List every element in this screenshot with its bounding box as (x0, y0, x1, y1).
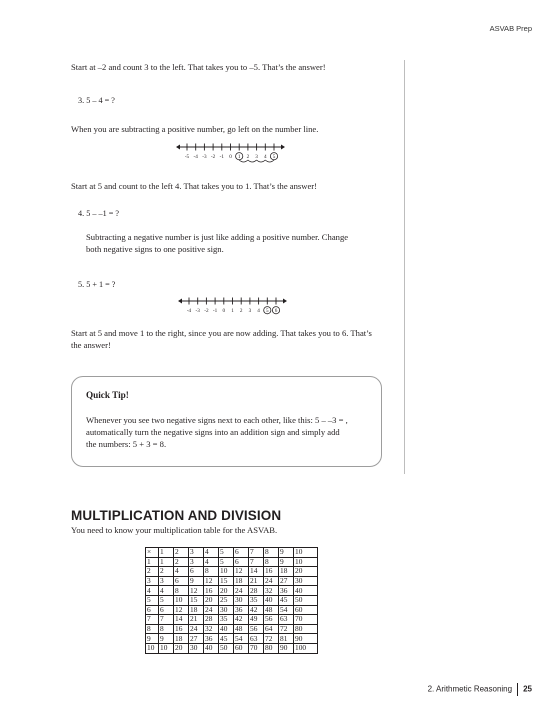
table-cell: 32 (264, 586, 279, 596)
table-cell: 4 (146, 586, 159, 596)
table-cell: 10 (159, 643, 174, 653)
number-line-label: 4 (257, 308, 260, 314)
table-cell: 20 (294, 567, 318, 577)
table-cell: 28 (249, 586, 264, 596)
number-line-label: -5 (184, 154, 190, 160)
table-cell: 2 (174, 548, 189, 558)
table-cell: 49 (249, 615, 264, 625)
table-cell: 14 (249, 567, 264, 577)
table-cell: 28 (204, 615, 219, 625)
table-cell: 72 (279, 624, 294, 634)
arrow-right-icon (283, 299, 287, 304)
table-cell: 1 (146, 557, 159, 567)
table-cell: 10 (146, 643, 159, 653)
table-cell: 4 (204, 557, 219, 567)
table-cell: 36 (204, 634, 219, 644)
table-cell: 40 (264, 595, 279, 605)
number-line-1 (176, 140, 286, 166)
table-row (146, 576, 318, 586)
table-cell: 1 (159, 557, 174, 567)
table-cell: 9 (279, 548, 294, 558)
number-line-label: 2 (246, 154, 250, 160)
table-cell: 18 (279, 567, 294, 577)
table-cell: 90 (279, 643, 294, 653)
table-cell: 4 (159, 586, 174, 596)
table-cell: 3 (189, 548, 204, 558)
running-header: ASVAB Prep (489, 24, 532, 33)
table-cell: 50 (294, 595, 318, 605)
number-line-2 (178, 294, 288, 318)
table-cell: 7 (146, 615, 159, 625)
table-cell: 21 (249, 576, 264, 586)
table-cell: 24 (204, 605, 219, 615)
number-line-label: -1 (212, 308, 218, 314)
table-row (146, 605, 318, 615)
footer-divider (517, 683, 518, 696)
table-cell: 100 (294, 643, 318, 653)
margin-rule (404, 60, 405, 474)
section-intro: You need to know your multiplication table for the ASVAB. (71, 525, 278, 535)
table-cell: 56 (264, 615, 279, 625)
number-line-label: 3 (255, 154, 258, 160)
paragraph-subtract-negative-line1: Subtracting a negative number is just like adding a positive number. Change (86, 232, 349, 242)
table-cell: 63 (279, 615, 294, 625)
table-cell: 12 (234, 567, 249, 577)
number-line-hop (239, 160, 248, 162)
table-cell: 16 (174, 624, 189, 634)
number-line-label: -2 (204, 308, 209, 314)
table-cell: 42 (234, 615, 249, 625)
table-cell: 9 (189, 576, 204, 586)
table-cell: 3 (146, 576, 159, 586)
table-cell: 70 (249, 643, 264, 653)
table-cell: 80 (294, 624, 318, 634)
table-cell: 2 (159, 567, 174, 577)
table-cell: 40 (294, 586, 318, 596)
number-line-label: -4 (193, 154, 198, 160)
table-cell: 24 (189, 624, 204, 634)
paragraph-count-left-4: Start at 5 and count to the left 4. That takes you to 1. That’s the answer! (71, 181, 317, 191)
table-cell: 10 (219, 567, 234, 577)
number-line-label: -2 (210, 154, 216, 160)
table-cell: 45 (279, 595, 294, 605)
paragraph-move-right-line1: Start at 5 and move 1 to the right, since you are now adding. That takes you to 6. That’s (71, 328, 372, 338)
page-number: 25 (523, 684, 532, 694)
table-cell: 8 (146, 624, 159, 634)
footer-section: 2. Arithmetic Reasoning (427, 684, 513, 694)
quick-tip-box (71, 376, 382, 467)
table-cell: 45 (219, 634, 234, 644)
table-cell: 54 (279, 605, 294, 615)
table-row (146, 615, 318, 625)
table-cell: 70 (294, 615, 318, 625)
paragraph-subtract-negative-line2: both negative signs to one positive sign. (86, 244, 224, 254)
number-line-label: 1 (237, 154, 241, 160)
table-cell: 35 (219, 615, 234, 625)
table-row (146, 586, 318, 596)
table-cell: 20 (219, 586, 234, 596)
paragraph-move-right-line2: the answer! (71, 340, 111, 350)
table-cell: 10 (294, 548, 318, 558)
table-cell: 8 (204, 567, 219, 577)
number-line-2-marks (178, 298, 287, 315)
table-row (146, 567, 318, 577)
number-line-label: -3 (202, 154, 207, 160)
table-cell: 1 (159, 548, 174, 558)
table-cell: 9 (146, 634, 159, 644)
quick-tip-line2: automatically turn the negative signs into an addition sign and simply add (86, 427, 340, 437)
table-cell: 60 (234, 643, 249, 653)
table-cell: 3 (189, 557, 204, 567)
page-footer (428, 683, 532, 696)
number-line-label: 5 (266, 308, 269, 314)
arrow-left-icon (176, 145, 180, 150)
table-cell: 3 (159, 576, 174, 586)
table-cell: 90 (294, 634, 318, 644)
paragraph-subtract-positive: When you are subtracting a positive number, go left on the number line. (71, 124, 319, 134)
table-cell: 56 (249, 624, 264, 634)
table-cell: 30 (294, 576, 318, 586)
section-heading: MULTIPLICATION AND DIVISION (71, 508, 282, 523)
table-cell: 48 (234, 624, 249, 634)
number-line-label: -1 (219, 154, 224, 160)
table-cell: 15 (189, 595, 204, 605)
table-cell: 18 (234, 576, 249, 586)
table-cell: 4 (174, 567, 189, 577)
table-cell: 9 (279, 557, 294, 567)
table-cell: 54 (234, 634, 249, 644)
paragraph-count-left: Start at –2 and count 3 to the left. That takes you to –5. That’s the answer! (71, 62, 326, 72)
table-cell: 27 (189, 634, 204, 644)
table-cell: 2 (146, 567, 159, 577)
table-cell: 7 (249, 557, 264, 567)
table-cell: 12 (189, 586, 204, 596)
table-cell: 12 (204, 576, 219, 586)
table-row (146, 643, 318, 653)
table-cell: 6 (146, 605, 159, 615)
table-cell: 6 (159, 605, 174, 615)
table-cell: 14 (174, 615, 189, 625)
table-cell: 8 (174, 586, 189, 596)
number-line-label: -3 (195, 308, 200, 314)
table-cell: 7 (159, 615, 174, 625)
table-cell: 5 (159, 595, 174, 605)
number-line-label: 4 (264, 154, 267, 160)
table-cell: 8 (264, 557, 279, 567)
table-cell: 36 (279, 586, 294, 596)
table-cell: 10 (174, 595, 189, 605)
table-cell: 30 (189, 643, 204, 653)
problem-5: 5. 5 + 1 = ? (78, 280, 116, 289)
table-cell: 2 (174, 557, 189, 567)
quick-tip-title: Quick Tip! (86, 390, 129, 400)
number-line-hop (257, 160, 266, 162)
table-row (146, 557, 318, 567)
table-cell: 30 (219, 605, 234, 615)
table-cell: 12 (174, 605, 189, 615)
number-line-label: 5 (272, 154, 276, 160)
table-row (146, 595, 318, 605)
table-cell: 64 (264, 624, 279, 634)
table-cell: × (146, 548, 159, 558)
table-cell: 6 (189, 567, 204, 577)
table-row (146, 634, 318, 644)
table-cell: 48 (264, 605, 279, 615)
table-cell: 4 (204, 548, 219, 558)
table-cell: 27 (279, 576, 294, 586)
number-line-label: -4 (186, 308, 192, 314)
table-cell: 40 (204, 643, 219, 653)
table-row (146, 624, 318, 634)
table-cell: 35 (249, 595, 264, 605)
quick-tip-line3: the numbers: 5 + 3 = 8. (86, 439, 167, 449)
table-cell: 25 (219, 595, 234, 605)
table-cell: 16 (264, 567, 279, 577)
arrow-left-icon (178, 299, 182, 304)
table-cell: 8 (159, 624, 174, 634)
table-cell: 20 (204, 595, 219, 605)
table-cell: 5 (219, 557, 234, 567)
table-cell: 9 (159, 634, 174, 644)
number-line-label: 1 (231, 308, 234, 314)
table-cell: 18 (174, 634, 189, 644)
table-cell: 24 (234, 586, 249, 596)
number-line-label: 6 (274, 308, 278, 314)
table-cell: 50 (219, 643, 234, 653)
table-cell: 80 (264, 643, 279, 653)
table-cell: 72 (264, 634, 279, 644)
problem-4: 4. 5 – –1 = ? (78, 209, 120, 218)
table-cell: 42 (249, 605, 264, 615)
table-cell: 81 (279, 634, 294, 644)
table-cell: 18 (189, 605, 204, 615)
problem-3: 3. 5 – 4 = ? (78, 96, 115, 105)
arrow-right-icon (281, 145, 285, 150)
table-cell: 40 (219, 624, 234, 634)
number-line-label: 0 (222, 308, 226, 314)
table-cell: 63 (249, 634, 264, 644)
table-cell: 15 (219, 576, 234, 586)
number-line-label: 2 (239, 308, 243, 314)
table-cell: 7 (249, 548, 264, 558)
table-cell: 32 (204, 624, 219, 634)
table-cell: 20 (174, 643, 189, 653)
table-cell: 8 (264, 548, 279, 558)
table-cell: 6 (234, 557, 249, 567)
table-cell: 21 (189, 615, 204, 625)
table-header-row (146, 548, 318, 558)
table-cell: 60 (294, 605, 318, 615)
number-line-1-marks (176, 144, 285, 163)
table-cell: 24 (264, 576, 279, 586)
table-cell: 5 (219, 548, 234, 558)
multiplication-table (145, 547, 318, 654)
table-cell: 36 (234, 605, 249, 615)
number-line-label: 3 (248, 308, 252, 314)
table-cell: 5 (146, 595, 159, 605)
table-cell: 6 (234, 548, 249, 558)
number-line-hop (265, 160, 274, 162)
table-cell: 6 (174, 576, 189, 586)
number-line-label: 0 (229, 154, 232, 160)
table-cell: 16 (204, 586, 219, 596)
table-cell: 10 (294, 557, 318, 567)
quick-tip-line1: Whenever you see two negative signs next to each other, like this: 5 – –3 = , (86, 415, 348, 425)
number-line-hop (248, 160, 257, 162)
table-cell: 30 (234, 595, 249, 605)
